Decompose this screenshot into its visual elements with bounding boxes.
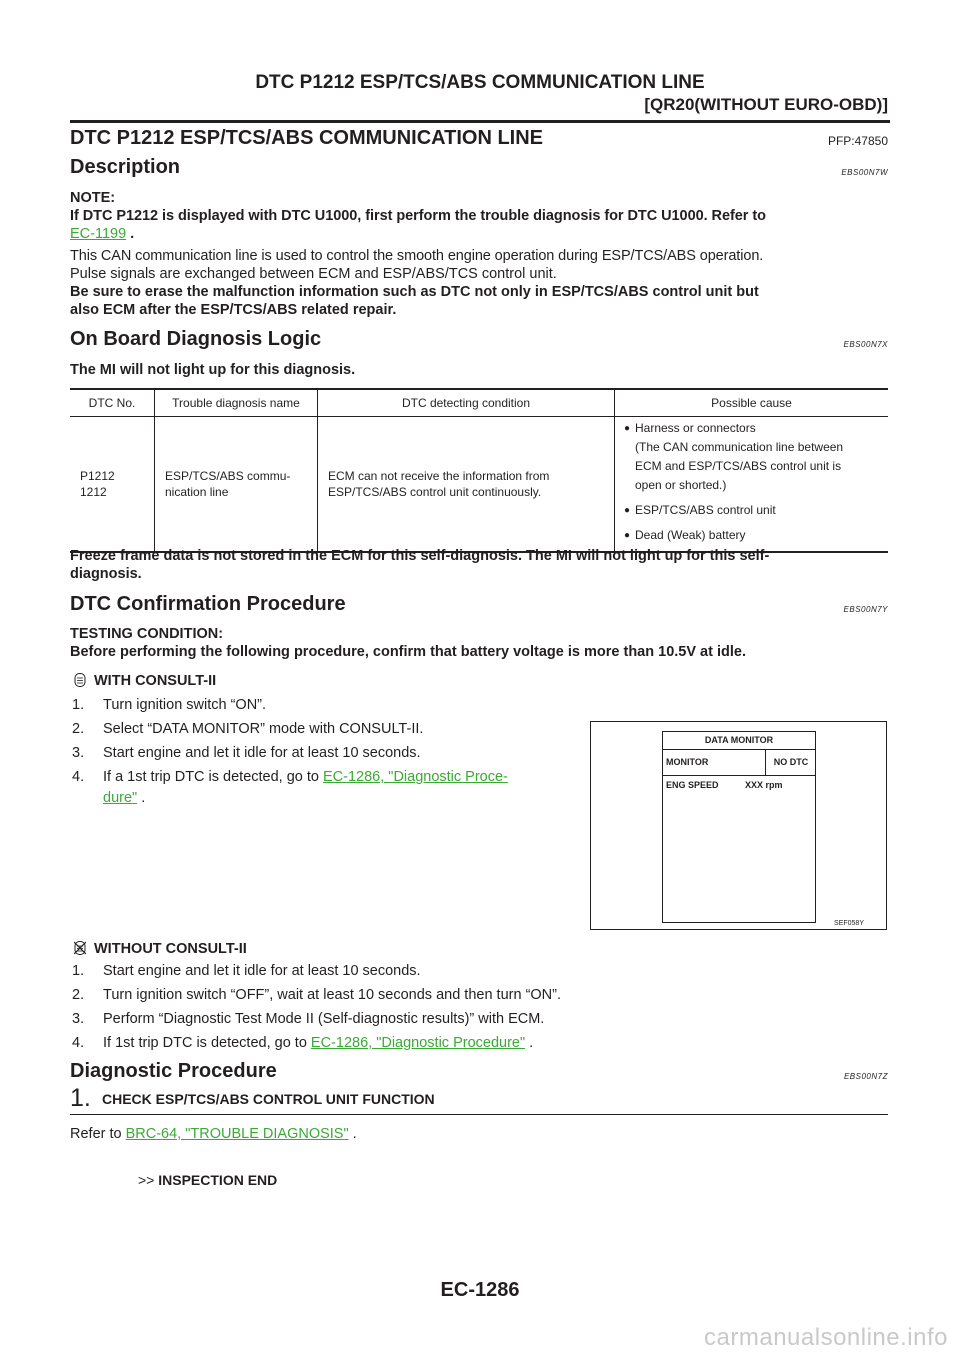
dtc-code: 1212 bbox=[80, 485, 107, 499]
no-dtc-column: NO DTC bbox=[773, 757, 809, 767]
diagnostic-procedure-link[interactable]: EC-1286, "Diagnostic Proce- bbox=[323, 769, 508, 785]
data-monitor-screen bbox=[662, 731, 816, 923]
with-step-2 bbox=[70, 721, 423, 737]
running-header-subtitle: [QR20(WITHOUT EURO-OBD)] bbox=[644, 95, 888, 114]
step-title: CHECK ESP/TCS/ABS CONTROL UNIT FUNCTION bbox=[102, 1091, 435, 1107]
with-step-3 bbox=[70, 745, 421, 761]
eng-speed-label: ENG SPEED bbox=[666, 780, 719, 790]
step-end: . bbox=[525, 1035, 534, 1051]
testing-condition-text: Before performing the following procedure, confirm that battery voltage is more than 10.5V at idle. bbox=[70, 644, 746, 660]
step-number: 2. bbox=[72, 721, 85, 737]
step-text: Start engine and let it idle for at least 10 seconds. bbox=[103, 963, 421, 979]
confirmation-code: EBS00N7Y bbox=[843, 605, 888, 614]
step-number-large: 1. bbox=[70, 1084, 91, 1112]
end-arrow: >> bbox=[138, 1172, 155, 1188]
diagnostic-procedure-link[interactable]: EC-1286, "Diagnostic Procedure" bbox=[310, 1035, 526, 1051]
without-step-3 bbox=[70, 1011, 544, 1027]
refer-line bbox=[70, 1126, 357, 1142]
cause-line: open or shorted.) bbox=[635, 478, 727, 492]
step-number: 1. bbox=[72, 697, 85, 713]
step-number: 1. bbox=[72, 963, 85, 979]
table-header-row bbox=[70, 389, 888, 417]
table-row bbox=[70, 417, 888, 553]
step-number: 4. bbox=[72, 1035, 85, 1051]
note-label: NOTE: bbox=[70, 190, 116, 206]
without-step-1 bbox=[70, 963, 421, 979]
table-header: Trouble diagnosis name bbox=[155, 389, 318, 417]
step-text: If 1st trip DTC is detected, go to bbox=[103, 1035, 311, 1051]
note-link-end: . bbox=[126, 226, 135, 242]
step-text: Turn ignition switch “ON”. bbox=[103, 697, 267, 713]
with-step-1 bbox=[70, 697, 266, 713]
watermark: carmanualsonline.info bbox=[704, 1324, 948, 1351]
no-consult-tool-icon bbox=[74, 941, 86, 955]
confirmation-heading: DTC Confirmation Procedure bbox=[70, 593, 346, 615]
description-para-line1: This CAN communication line is used to control the smooth engine operation during ESP/TCS/ABS operation. bbox=[70, 248, 764, 264]
description-para-line2: Pulse signals are exchanged between ECM and ESP/ABS/TCS control unit. bbox=[70, 266, 557, 282]
obd-heading: On Board Diagnosis Logic bbox=[70, 328, 322, 350]
table-header: Possible cause bbox=[615, 389, 889, 417]
procedure-heading: Diagnostic Procedure bbox=[70, 1060, 277, 1082]
cause-item bbox=[625, 419, 878, 495]
condition-line: ECM can not receive the information from bbox=[328, 469, 550, 483]
warning-line2: also ECM after the ESP/TCS/ABS related repair. bbox=[70, 302, 397, 318]
description-code: EBS00N7W bbox=[841, 168, 888, 177]
eng-speed-value: XXX rpm bbox=[745, 780, 783, 790]
step-text: Start engine and let it idle for at least 10 seconds. bbox=[103, 745, 421, 761]
possible-cause-cell bbox=[615, 417, 889, 553]
page-number: EC-1286 bbox=[440, 1279, 520, 1301]
without-step-2 bbox=[70, 987, 561, 1003]
brc-trouble-diagnosis-link[interactable]: BRC-64, "TROUBLE DIAGNOSIS" bbox=[125, 1126, 349, 1142]
table-header: DTC No. bbox=[70, 389, 155, 417]
procedure-code: EBS00N7Z bbox=[843, 1072, 888, 1081]
without-step-4 bbox=[70, 1035, 533, 1051]
diagnosis-name-cell bbox=[155, 417, 318, 553]
description-heading: Description bbox=[70, 156, 181, 178]
step-rule bbox=[70, 1114, 888, 1115]
detecting-condition-cell bbox=[318, 417, 615, 553]
table-header: DTC detecting condition bbox=[318, 389, 615, 417]
without-consult-label: WITHOUT CONSULT-II bbox=[94, 941, 247, 957]
step-text: Turn ignition switch “OFF”, wait at least 10 seconds and then turn “ON”. bbox=[103, 987, 562, 1003]
cause-list bbox=[625, 419, 878, 545]
diagnosis-name-line: nication line bbox=[165, 485, 229, 499]
cause-line: (The CAN communication line between bbox=[635, 440, 844, 454]
step-number: 4. bbox=[72, 769, 85, 785]
mi-note: The MI will not light up for this diagnosis. bbox=[70, 362, 356, 378]
obd-code: EBS00N7X bbox=[843, 340, 888, 349]
refer-text: Refer to bbox=[70, 1126, 126, 1142]
note-text: If DTC P1212 is displayed with DTC U1000, first perform the trouble diagnosis for DTC U1000. Refer to bbox=[70, 208, 766, 224]
step-text: Select “DATA MONITOR” mode with CONSULT-II. bbox=[103, 721, 424, 737]
diagnostic-procedure-link-cont[interactable]: dure" bbox=[103, 790, 138, 806]
dtc-number: P1212 bbox=[80, 469, 115, 483]
header-rule bbox=[70, 120, 890, 123]
part-number: PFP:47850 bbox=[827, 134, 888, 148]
warning-line1: Be sure to erase the malfunction information such as DTC not only in ESP/TCS/ABS control unit but bbox=[70, 284, 759, 300]
dtc-table bbox=[70, 388, 888, 553]
monitor-column: MONITOR bbox=[663, 750, 766, 775]
with-step-4 bbox=[70, 769, 508, 785]
with-step-4-cont bbox=[103, 790, 145, 806]
cause-line: ECM and ESP/TCS/ABS control unit is bbox=[635, 459, 842, 473]
page-title: DTC P1212 ESP/TCS/ABS COMMUNICATION LINE bbox=[70, 127, 544, 149]
step-number: 3. bbox=[72, 745, 85, 761]
figure-id: SEF058Y bbox=[834, 920, 864, 927]
step-text: Perform “Diagnostic Test Mode II (Self-diagnostic results)” with ECM. bbox=[103, 1011, 545, 1027]
with-consult-label: WITH CONSULT-II bbox=[94, 673, 217, 689]
step-number: 3. bbox=[72, 1011, 85, 1027]
cause-item: ● Dead (Weak) battery bbox=[625, 526, 878, 545]
note-link-line bbox=[70, 225, 890, 243]
testing-condition-label: TESTING CONDITION: bbox=[70, 626, 224, 642]
refer-end: . bbox=[348, 1126, 357, 1142]
data-monitor-title: DATA MONITOR bbox=[663, 732, 815, 750]
without-consult-label-row bbox=[74, 941, 247, 957]
consult-tool-icon bbox=[74, 673, 86, 687]
cause-line: ● Harness or connectors bbox=[635, 421, 756, 435]
freeze-frame-line2: diagnosis. bbox=[70, 566, 142, 582]
step-end: . bbox=[137, 790, 146, 806]
inspection-end-text: INSPECTION END bbox=[158, 1172, 278, 1188]
dtc-number-cell bbox=[70, 417, 155, 553]
step-text: If a 1st trip DTC is detected, go to bbox=[103, 769, 324, 785]
with-consult-label-row bbox=[74, 673, 216, 689]
note-link[interactable]: EC-1199 bbox=[70, 226, 127, 242]
cause-item: ● ESP/TCS/ABS control unit bbox=[625, 501, 878, 520]
condition-line: ESP/TCS/ABS control unit continuously. bbox=[328, 485, 542, 499]
step-number: 2. bbox=[72, 987, 85, 1003]
data-monitor-figure bbox=[590, 721, 887, 930]
running-header-title: DTC P1212 ESP/TCS/ABS COMMUNICATION LINE bbox=[255, 72, 705, 93]
data-monitor-header-row bbox=[663, 750, 815, 776]
inspection-end-row bbox=[138, 1172, 277, 1188]
diagnosis-name-line: ESP/TCS/ABS commu- bbox=[165, 469, 291, 483]
freeze-frame-line1: Freeze frame data is not stored in the ECM for this self-diagnosis. The MI will not light up for this self- bbox=[70, 548, 770, 564]
